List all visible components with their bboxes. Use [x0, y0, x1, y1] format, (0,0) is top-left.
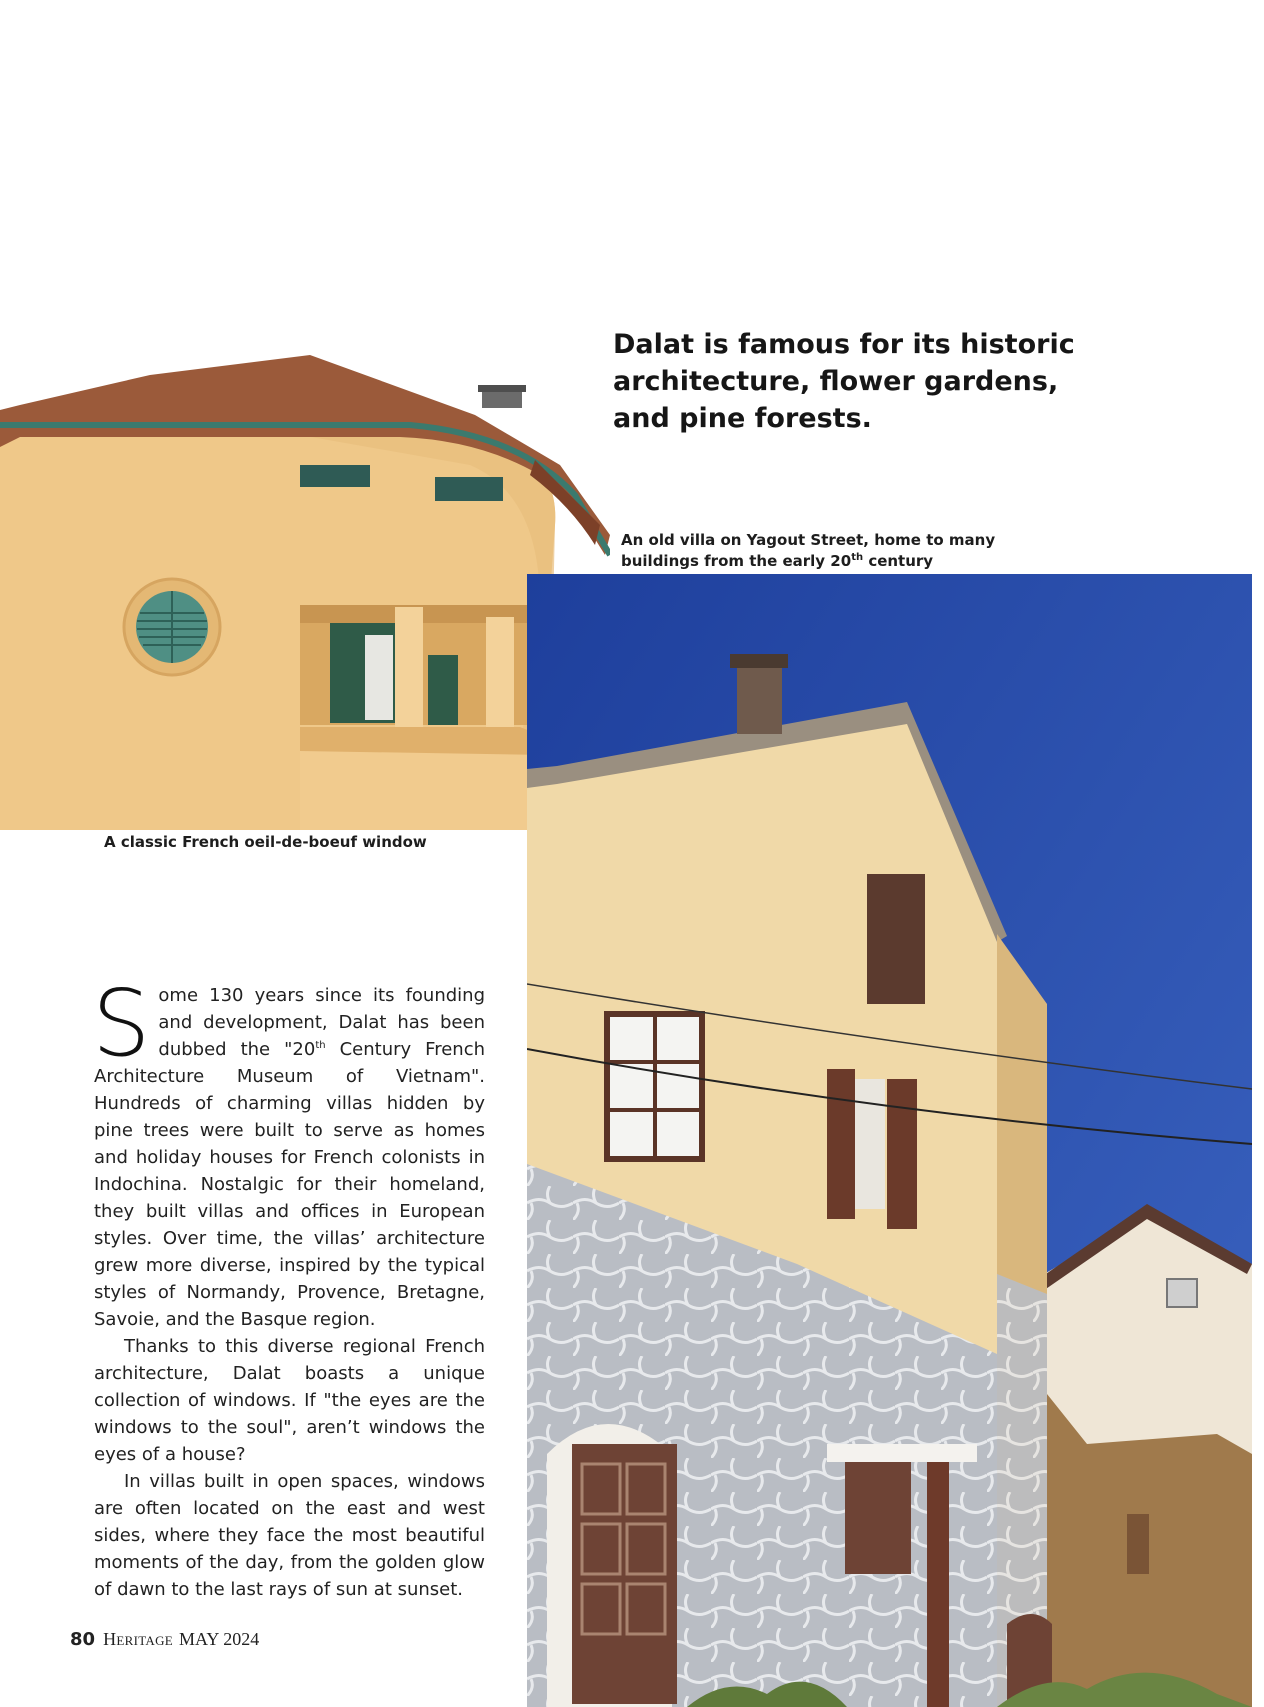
issue-date: MAY 2024 — [179, 1629, 260, 1649]
article-paragraph-3: In villas built in open spaces, windows are often located on the east and west sides, where they face the most beautiful moments of the day, from the golden glow of dawn to the last rays of sun at sunset. — [94, 1471, 485, 1600]
tower-photo — [0, 355, 610, 830]
article-body — [92, 970, 485, 1603]
drop-cap: S — [92, 970, 151, 1077]
page-footer — [70, 1629, 259, 1650]
article-paragraph-1: Some 130 years since its founding and development, Dalat has been dubbed the "20th Century French Architecture Museum of Vietnam". Hundreds of charming villas hidden by pine trees were built to serve as homes and holiday houses for French colonists in Indochina. Nostalgic for their homeland, they built villas and offices in European styles. Over time, the villas’ architecture grew more diverse, inspired by the typical styles of Normandy, Provence, Bretagne, Savoie, and the Basque region. — [92, 970, 485, 1330]
page-number: 80 — [70, 1629, 96, 1650]
article-paragraph-2: Thanks to this diverse regional French architecture, Dalat boasts a unique collection of windows. If "the eyes are the windows to the soul", aren’t windows the eyes of a house? — [94, 1336, 485, 1465]
villa-photo-caption: An old villa on Yagout Street, home to many buildings from the early 20th century — [621, 531, 996, 570]
headline: Dalat is famous for its historic architecture, flower gardens, and pine forests. — [613, 329, 1075, 434]
window-photo-caption: A classic French oeil-de-boeuf window — [104, 833, 427, 851]
villa-photo — [527, 574, 1252, 1707]
magazine-name: Heritage — [103, 1629, 174, 1649]
